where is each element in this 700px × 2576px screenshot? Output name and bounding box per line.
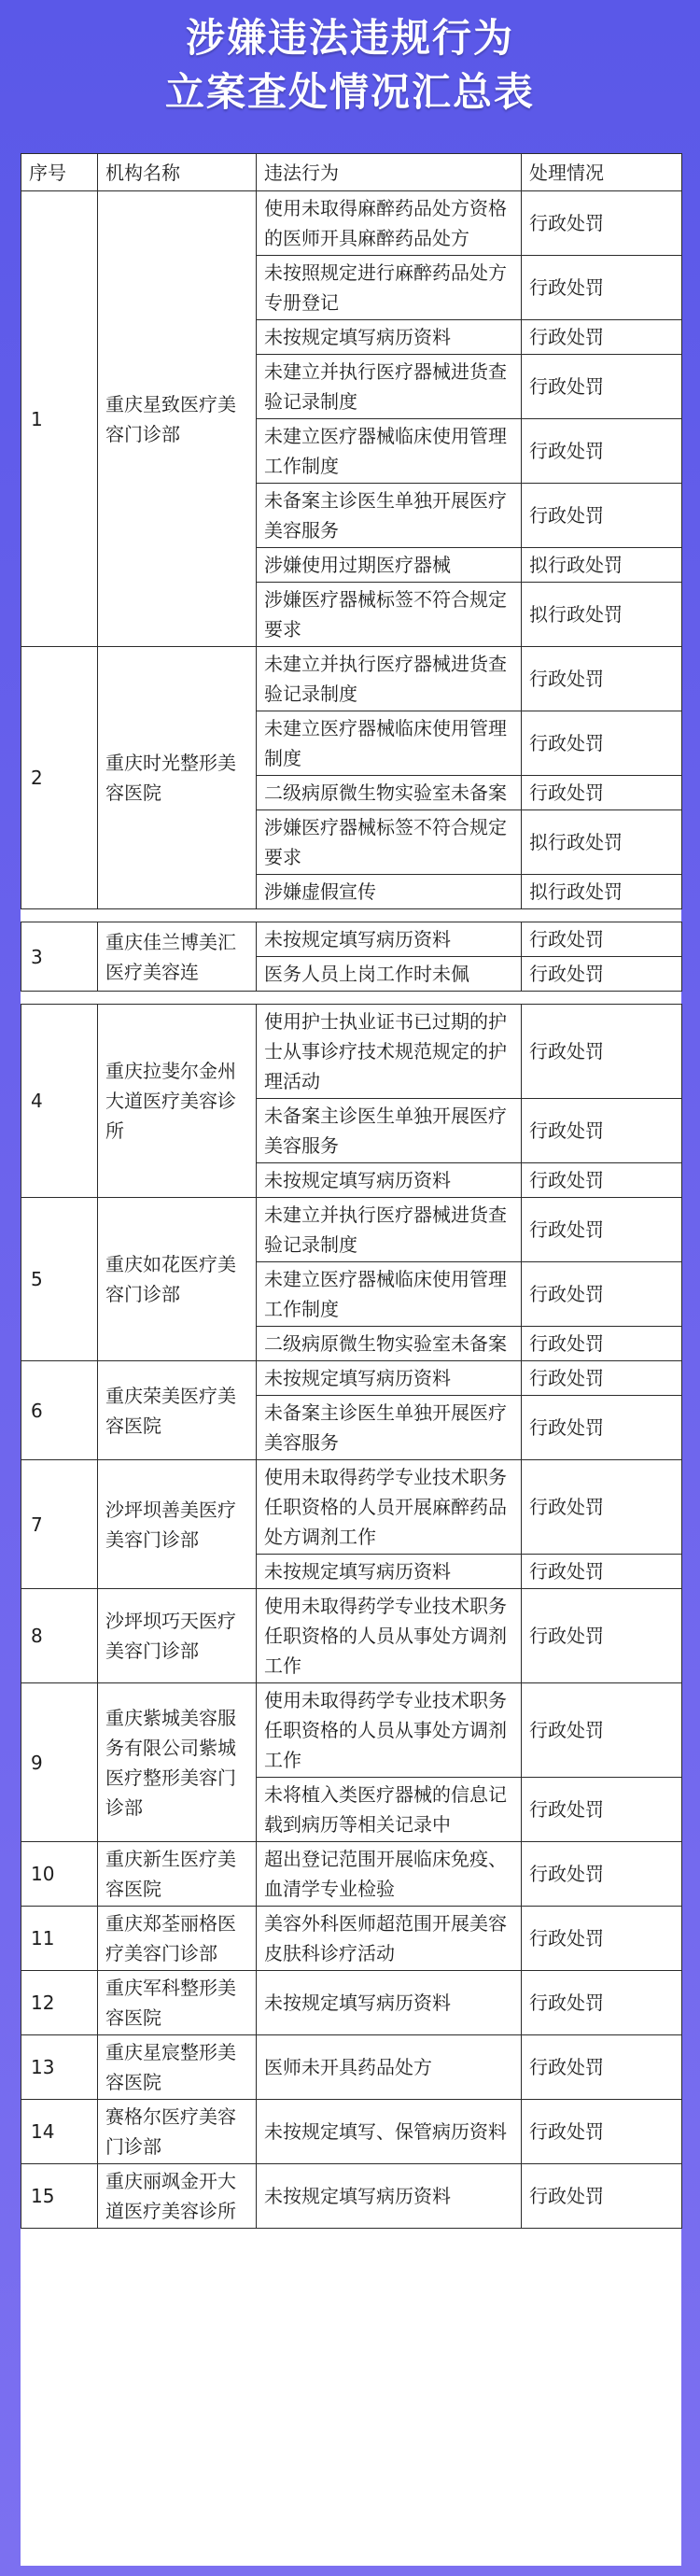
section-gap — [21, 909, 682, 922]
table-row — [21, 1198, 682, 1262]
section-gap — [21, 992, 682, 1005]
header-violation: 违法行为 — [257, 154, 522, 191]
cell-violation: 医务人员上岗工作时未佩 — [257, 957, 522, 992]
table-row — [21, 1683, 682, 1778]
cell-result: 行政处罚 — [522, 320, 682, 355]
cell-result: 行政处罚 — [522, 1907, 682, 1971]
cell-violation: 未备案主诊医生单独开展医疗美容服务 — [257, 484, 522, 548]
cell-violation: 未建立医疗器械临床使用管理工作制度 — [257, 419, 522, 484]
cell-result: 行政处罚 — [522, 957, 682, 992]
cell-violation: 未按规定填写病历资料 — [257, 1971, 522, 2035]
cell-result: 拟行政处罚 — [522, 583, 682, 647]
cell-result: 行政处罚 — [522, 1361, 682, 1396]
cell-no: 9 — [21, 1683, 98, 1842]
cell-violation: 未按规定填写病历资料 — [257, 320, 522, 355]
header-org: 机构名称 — [98, 154, 257, 191]
cell-result: 行政处罚 — [522, 1589, 682, 1683]
cell-org: 重庆拉斐尔金州大道医疗美容诊所 — [98, 1005, 257, 1198]
cell-org: 重庆星宸整形美容医院 — [98, 2035, 257, 2100]
cell-org: 重庆紫城美容服务有限公司紫城医疗整形美容门诊部 — [98, 1683, 257, 1842]
cell-no: 6 — [21, 1361, 98, 1460]
cell-violation: 未建立并执行医疗器械进货查验记录制度 — [257, 1198, 522, 1262]
table-row — [21, 1907, 682, 1971]
cell-org: 重庆郑荃丽格医疗美容门诊部 — [98, 1907, 257, 1971]
cell-violation: 未按规定填写病历资料 — [257, 1361, 522, 1396]
cell-org: 重庆星致医疗美容门诊部 — [98, 191, 257, 647]
cell-no: 13 — [21, 2035, 98, 2100]
cell-violation: 未建立并执行医疗器械进货查验记录制度 — [257, 647, 522, 711]
table-row — [21, 2164, 682, 2229]
table-body — [21, 191, 682, 2229]
cell-violation: 使用未取得药学专业技术职务任职资格的人员开展麻醉药品处方调剂工作 — [257, 1460, 522, 1555]
table-row — [21, 191, 682, 256]
cell-violation: 超出登记范围开展临床免疫、血清学专业检验 — [257, 1842, 522, 1907]
cell-result: 行政处罚 — [522, 2100, 682, 2164]
cell-result: 行政处罚 — [522, 1327, 682, 1361]
cell-violation: 未备案主诊医生单独开展医疗美容服务 — [257, 1396, 522, 1460]
cell-violation: 涉嫌使用过期医疗器械 — [257, 548, 522, 583]
title-line-1: 涉嫌违法违规行为 — [185, 15, 514, 61]
cell-result: 行政处罚 — [522, 1198, 682, 1262]
cell-violation: 涉嫌虚假宣传 — [257, 875, 522, 909]
cell-violation: 未备案主诊医生单独开展医疗美容服务 — [257, 1099, 522, 1163]
table-row — [21, 2035, 682, 2100]
table-row — [21, 1005, 682, 1099]
header-result: 处理情况 — [522, 154, 682, 191]
table-row — [21, 647, 682, 711]
cell-no: 15 — [21, 2164, 98, 2229]
cell-result: 行政处罚 — [522, 1262, 682, 1327]
cell-result: 行政处罚 — [522, 1396, 682, 1460]
cell-result: 行政处罚 — [522, 355, 682, 419]
cell-violation: 未按规定填写、保管病历资料 — [257, 2100, 522, 2164]
cell-no: 1 — [21, 191, 98, 647]
cell-no: 10 — [21, 1842, 98, 1907]
cell-no: 12 — [21, 1971, 98, 2035]
cell-violation: 未按规定填写病历资料 — [257, 2164, 522, 2229]
cell-result: 行政处罚 — [522, 484, 682, 548]
cell-result: 行政处罚 — [522, 1842, 682, 1907]
cell-org: 重庆佳兰博美汇医疗美容连 — [98, 922, 257, 992]
cell-violation: 美容外科医师超范围开展美容皮肤科诊疗活动 — [257, 1907, 522, 1971]
cell-result: 行政处罚 — [522, 711, 682, 776]
cell-violation: 涉嫌医疗器械标签不符合规定要求 — [257, 583, 522, 647]
cell-result: 行政处罚 — [522, 1099, 682, 1163]
cell-violation: 二级病原微生物实验室未备案 — [257, 776, 522, 810]
cell-violation: 使用未取得药学专业技术职务任职资格的人员从事处方调剂工作 — [257, 1683, 522, 1778]
cell-org: 重庆如花医疗美容门诊部 — [98, 1198, 257, 1361]
cell-result: 行政处罚 — [522, 256, 682, 320]
cell-no: 2 — [21, 647, 98, 909]
cell-violation: 未建立医疗器械临床使用管理工作制度 — [257, 1262, 522, 1327]
cell-result: 行政处罚 — [522, 191, 682, 256]
cell-result: 行政处罚 — [522, 1971, 682, 2035]
cell-violation: 未建立医疗器械临床使用管理制度 — [257, 711, 522, 776]
cell-violation: 使用护士执业证书已过期的护士从事诊疗技术规范规定的护理活动 — [257, 1005, 522, 1099]
case-table — [21, 153, 682, 2229]
cell-result: 拟行政处罚 — [522, 548, 682, 583]
cell-violation: 未按照规定进行麻醉药品处方专册登记 — [257, 256, 522, 320]
cell-result: 行政处罚 — [522, 2035, 682, 2100]
cell-violation: 未按规定填写病历资料 — [257, 922, 522, 957]
table-row — [21, 1971, 682, 2035]
cell-result: 行政处罚 — [522, 1555, 682, 1589]
cell-org: 重庆荣美医疗美容医院 — [98, 1361, 257, 1460]
cell-violation: 二级病原微生物实验室未备案 — [257, 1327, 522, 1361]
cell-violation: 未将植入类医疗器械的信息记载到病历等相关记录中 — [257, 1778, 522, 1842]
cell-result: 行政处罚 — [522, 1163, 682, 1198]
cell-result: 行政处罚 — [522, 776, 682, 810]
cell-no: 11 — [21, 1907, 98, 1971]
cell-result: 行政处罚 — [522, 922, 682, 957]
cell-result: 拟行政处罚 — [522, 875, 682, 909]
cell-violation: 未建立并执行医疗器械进货查验记录制度 — [257, 355, 522, 419]
cell-no: 8 — [21, 1589, 98, 1683]
cell-violation: 未按规定填写病历资料 — [257, 1555, 522, 1589]
cell-violation: 使用未取得麻醉药品处方资格的医师开具麻醉药品处方 — [257, 191, 522, 256]
table-row — [21, 2100, 682, 2164]
cell-result: 行政处罚 — [522, 1778, 682, 1842]
cell-result: 行政处罚 — [522, 647, 682, 711]
cell-result: 拟行政处罚 — [522, 810, 682, 875]
section-gap-cell — [21, 909, 682, 922]
section-gap-cell — [21, 992, 682, 1005]
cell-no: 4 — [21, 1005, 98, 1198]
cell-org: 沙坪坝善美医疗美容门诊部 — [98, 1460, 257, 1589]
table-row — [21, 1589, 682, 1683]
cell-violation: 使用未取得药学专业技术职务任职资格的人员从事处方调剂工作 — [257, 1589, 522, 1683]
cell-org: 赛格尔医疗美容门诊部 — [98, 2100, 257, 2164]
title-line-2: 立案查处情况汇总表 — [164, 69, 535, 115]
table-row — [21, 1361, 682, 1396]
cell-result: 行政处罚 — [522, 1460, 682, 1555]
cell-result: 行政处罚 — [522, 1683, 682, 1778]
cell-no: 3 — [21, 922, 98, 992]
cell-org: 重庆时光整形美容医院 — [98, 647, 257, 909]
cell-no: 5 — [21, 1198, 98, 1361]
table-row — [21, 1842, 682, 1907]
table-row — [21, 1460, 682, 1555]
cell-org: 重庆丽飒金开大道医疗美容诊所 — [98, 2164, 257, 2229]
cell-org: 重庆新生医疗美容医院 — [98, 1842, 257, 1907]
cell-no: 7 — [21, 1460, 98, 1589]
page-title — [0, 0, 700, 131]
cell-result: 行政处罚 — [522, 419, 682, 484]
cell-org: 沙坪坝巧天医疗美容门诊部 — [98, 1589, 257, 1683]
cell-violation: 未按规定填写病历资料 — [257, 1163, 522, 1198]
cell-org: 重庆军科整形美容医院 — [98, 1971, 257, 2035]
header-no: 序号 — [21, 154, 98, 191]
header-row — [21, 154, 682, 191]
cell-result: 行政处罚 — [522, 2164, 682, 2229]
cell-no: 14 — [21, 2100, 98, 2164]
summary-sheet — [21, 153, 681, 2566]
cell-result: 行政处罚 — [522, 1005, 682, 1099]
cell-violation: 涉嫌医疗器械标签不符合规定要求 — [257, 810, 522, 875]
table-row — [21, 922, 682, 957]
cell-violation: 医师未开具药品处方 — [257, 2035, 522, 2100]
